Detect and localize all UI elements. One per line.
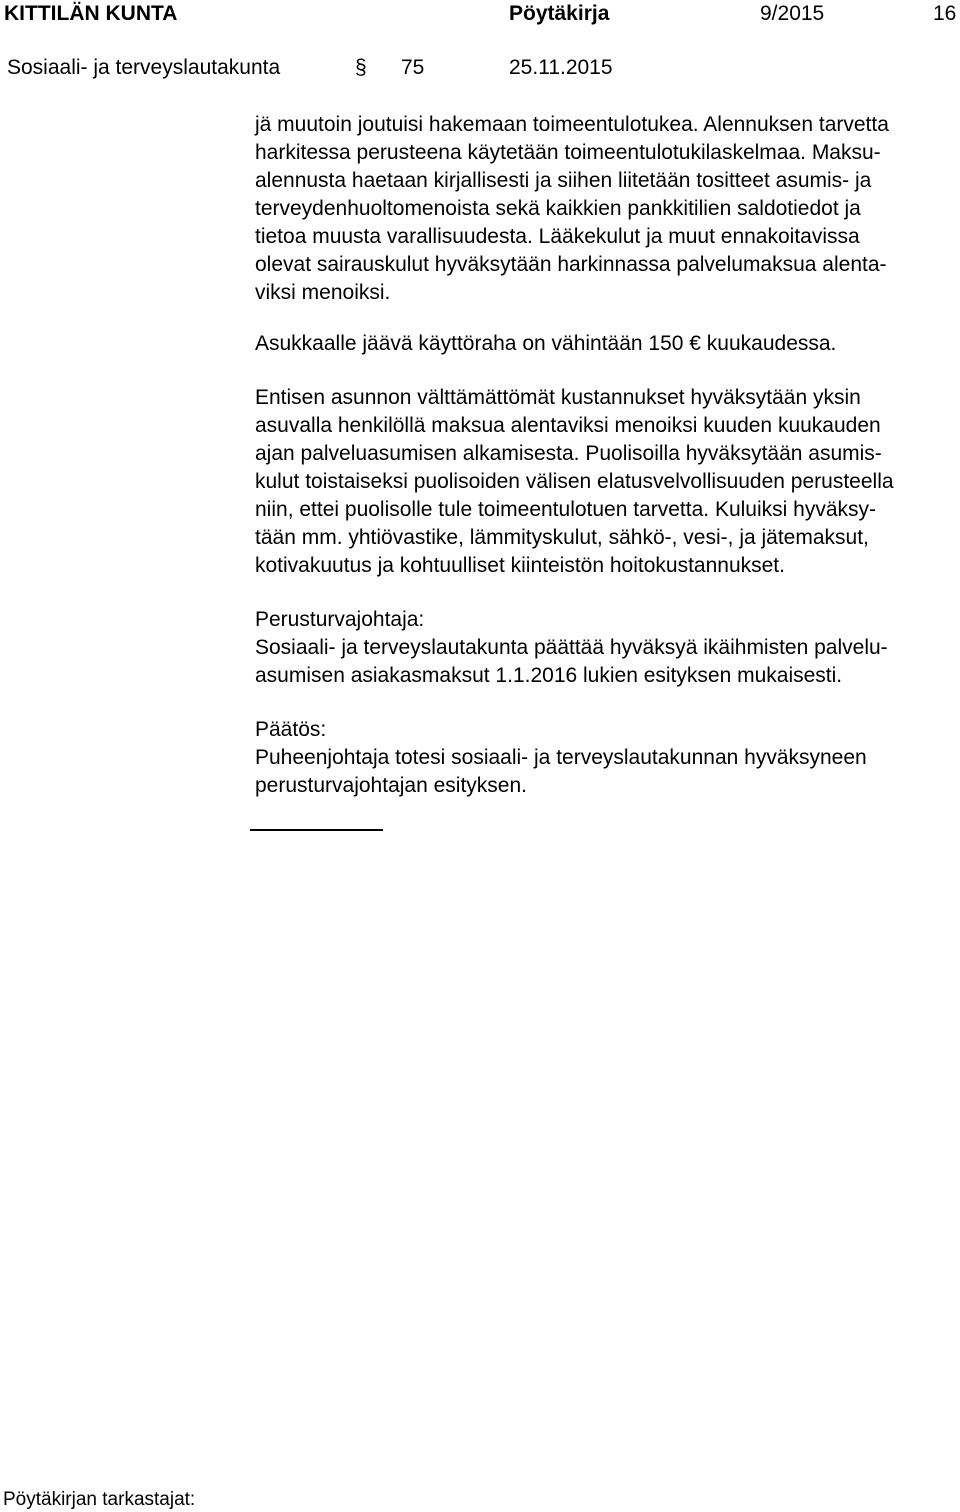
text-line: viksi menoiksi. xyxy=(255,281,391,304)
paragraph-1 xyxy=(255,111,955,307)
document-type: Pöytäkirja xyxy=(509,2,610,25)
text-line: tietoa muusta varallisuudesta. Lääkekulut ja muut ennakoitavissa xyxy=(255,225,860,248)
text-line: ajan palveluasumisen alkamisesta. Puolisoilla hyväksytään asumis- xyxy=(255,442,882,465)
text-line: terveydenhuoltomenoista sekä kaikkien pankkitilien saldotiedot ja xyxy=(255,197,861,220)
decision-label: Päätös: xyxy=(255,718,327,741)
text-line: asuvalla henkilöllä maksua alentaviksi menoiksi kuuden kuukauden xyxy=(255,414,881,437)
reviewers-label: Pöytäkirjan tarkastajat: xyxy=(3,1489,196,1510)
meeting-date: 25.11.2015 xyxy=(509,56,613,79)
decision-section xyxy=(255,716,955,800)
text-line: Entisen asunnon välttämättömät kustannukset hyväksytään yksin xyxy=(255,386,861,409)
proposal-section xyxy=(255,606,955,690)
municipality-name: KITTILÄN KUNTA xyxy=(4,2,178,25)
page-number: 16 xyxy=(933,2,957,25)
text-line: asumisen asiakasmaksut 1.1.2016 lukien esityksen mukaisesti. xyxy=(255,664,843,687)
text-line: perusturvajohtajan esityksen. xyxy=(255,774,527,797)
text-line: Asukkaalle jäävä käyttöraha on vähintään 150 € kuukaudessa. xyxy=(255,332,837,355)
text-line: kotivakuutus ja kohtuulliset kiinteistön hoitokustannukset. xyxy=(255,554,785,577)
closing-rule xyxy=(250,829,383,831)
document-number: 9/2015 xyxy=(760,2,825,25)
text-line: kulut toistaiseksi puolisoiden välisen elatusvelvollisuuden perusteella xyxy=(255,470,894,493)
paragraph-2 xyxy=(255,330,955,358)
text-line: Sosiaali- ja terveyslautakunta päättää hyväksyä ikäihmisten palvelu- xyxy=(255,636,888,659)
text-line: Puheenjohtaja totesi sosiaali- ja terveyslautakunnan hyväksyneen xyxy=(255,746,867,769)
paragraph-3 xyxy=(255,384,955,580)
text-line: tään mm. yhtiövastike, lämmityskulut, sähkö-, vesi-, ja jätemaksut, xyxy=(255,526,869,549)
proposal-label: Perusturvajohtaja: xyxy=(255,608,425,631)
section-number: 75 xyxy=(401,56,425,79)
text-line: niin, ettei puolisolle tule toimeentulotuen tarvetta. Kuluiksi hyväksy- xyxy=(255,498,876,521)
text-line: alennusta haetaan kirjallisesti ja siihen liitetään tositteet asumis- ja xyxy=(255,169,872,192)
text-line: jä muutoin joutuisi hakemaan toimeentulotukea. Alennuksen tarvetta xyxy=(255,113,889,136)
section-mark: § xyxy=(355,56,367,79)
text-line: olevat sairauskulut hyväksytään harkinnassa palvelumaksua alenta- xyxy=(255,253,887,276)
text-line: harkitessa perusteena käytetään toimeentulotukilaskelmaa. Maksu- xyxy=(255,141,881,164)
board-name: Sosiaali- ja terveyslautakunta xyxy=(7,56,281,79)
document-body xyxy=(255,111,955,800)
